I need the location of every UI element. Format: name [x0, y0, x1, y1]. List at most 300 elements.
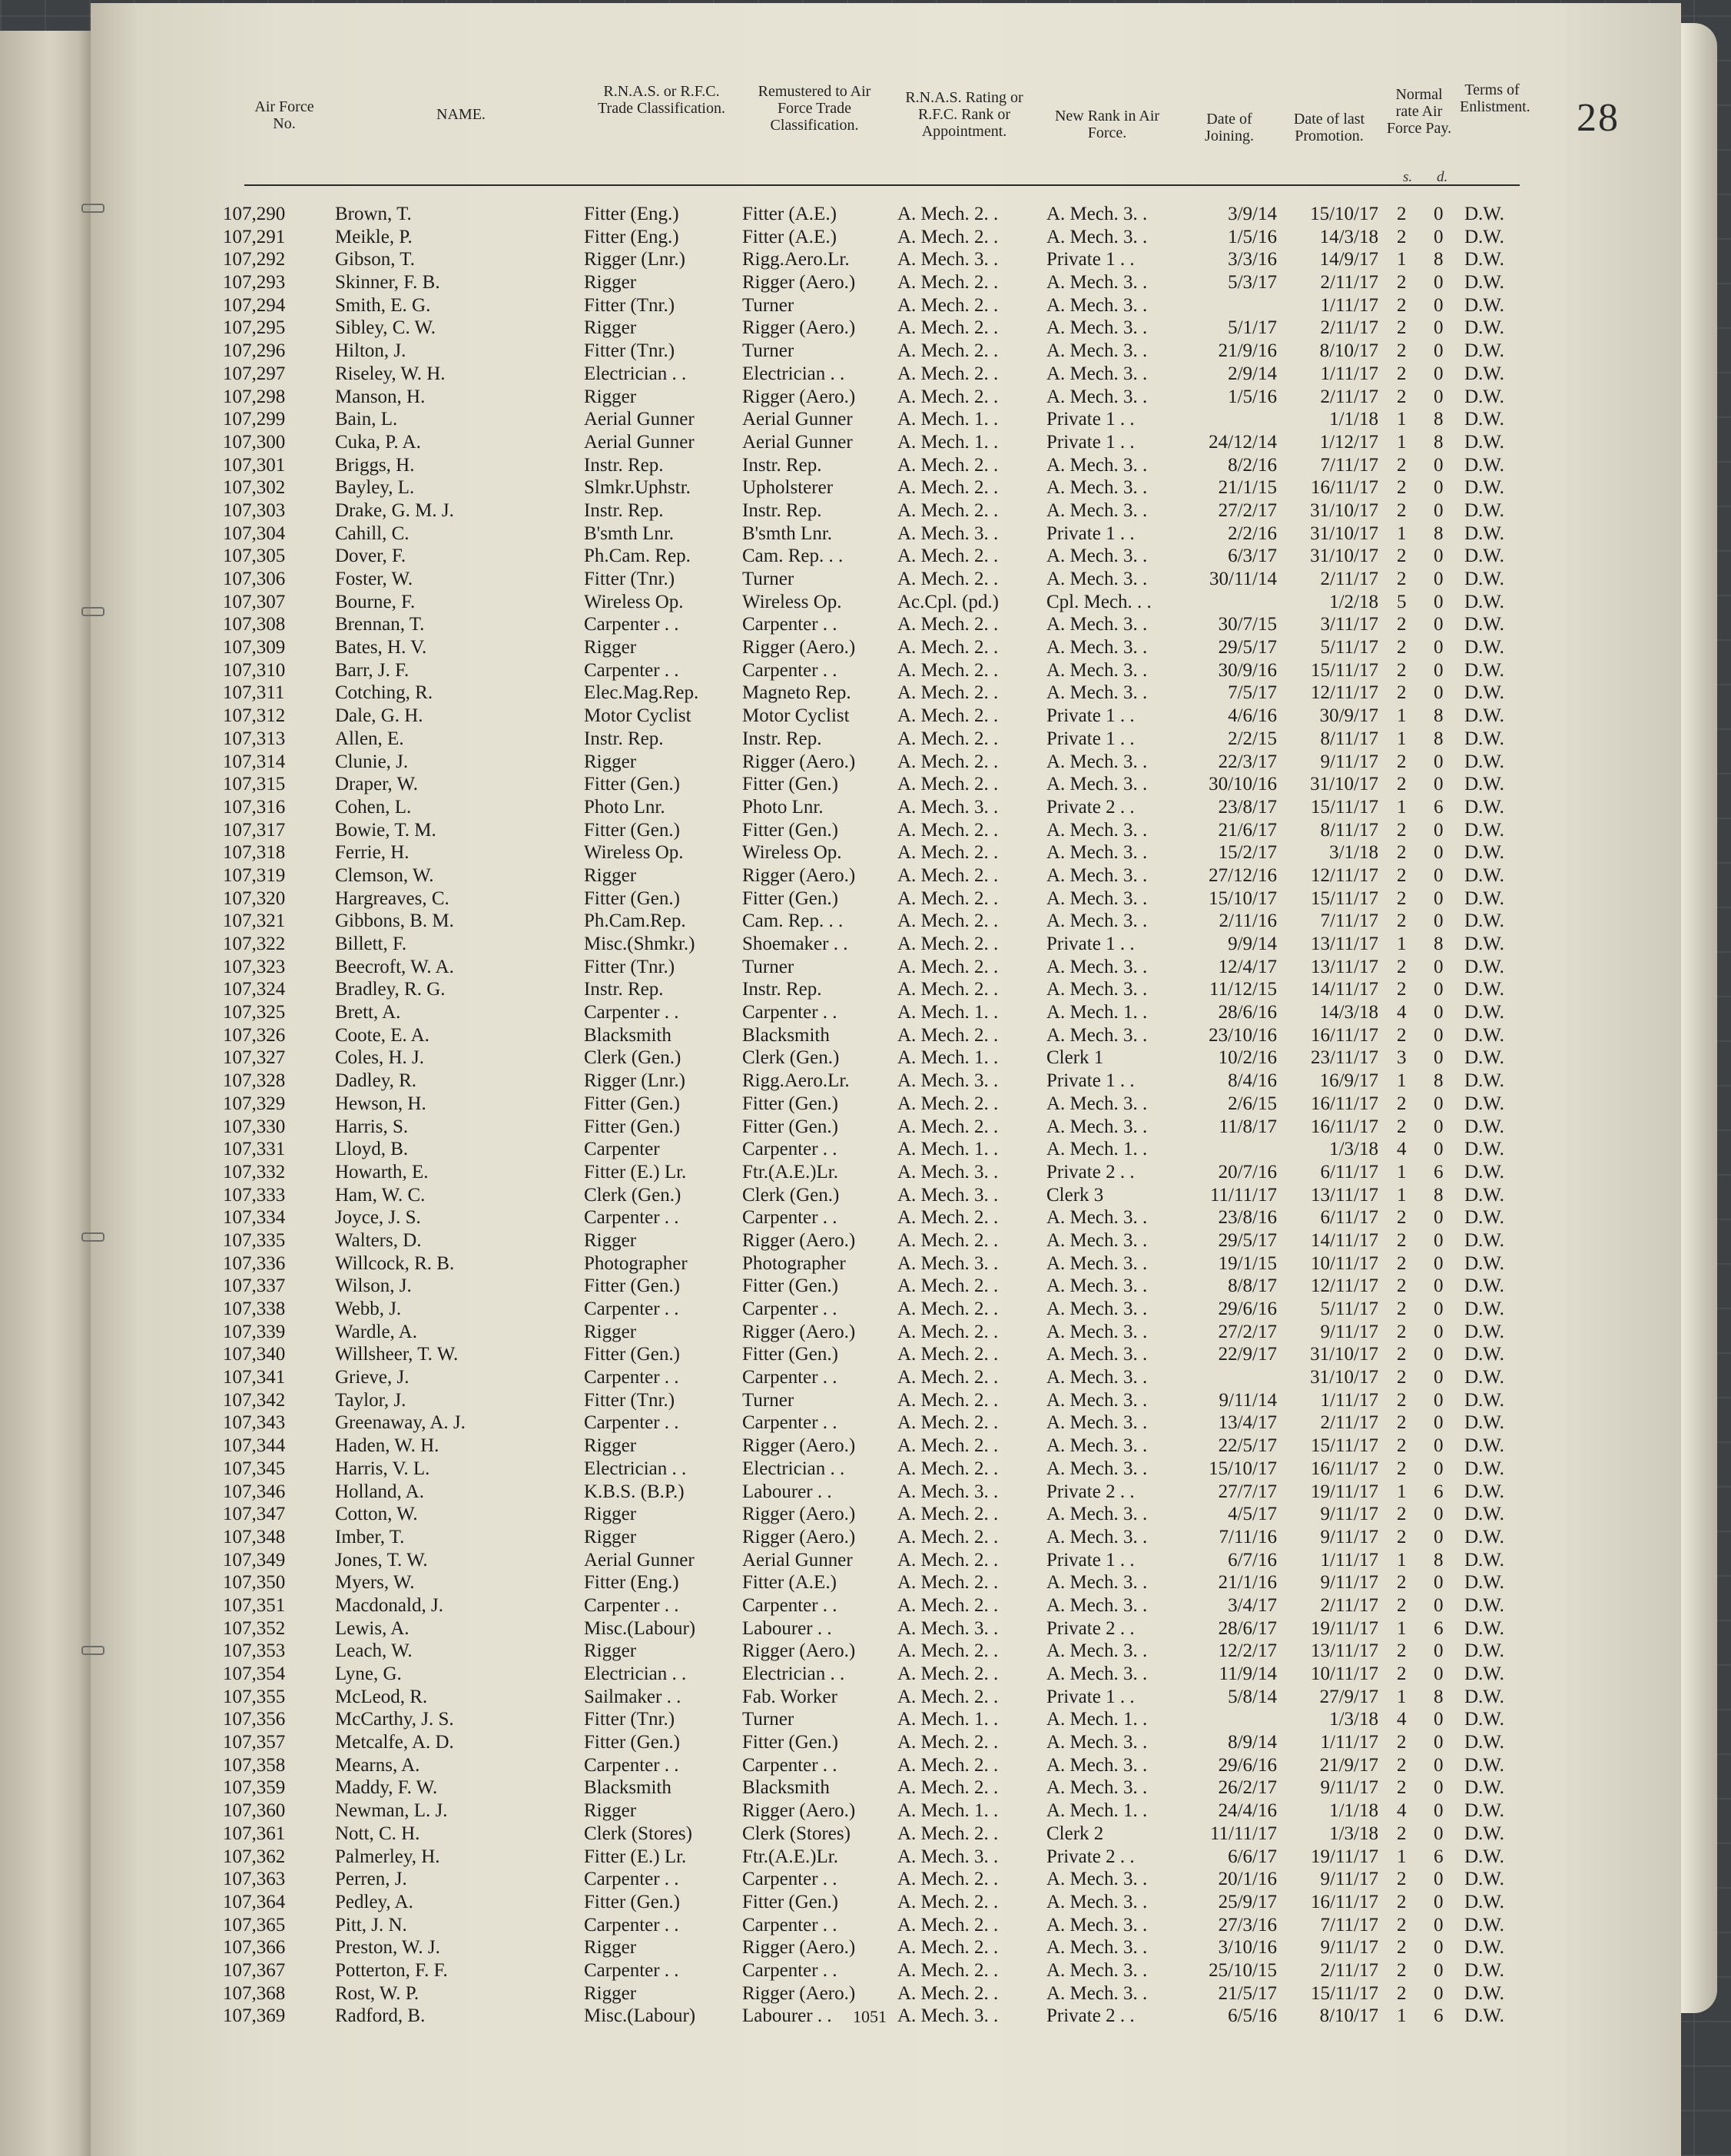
cell-service-number: 107,319	[223, 864, 286, 886]
cell-date-joining: 3/9/14	[1228, 204, 1277, 224]
cell-remustered-trade: Carpenter . .	[742, 1959, 837, 1981]
cell-terms: D.W.	[1464, 614, 1504, 635]
cell-trade-classification: Electrician . .	[584, 1663, 687, 1684]
binding-stitch	[81, 607, 104, 616]
table-row	[223, 751, 1544, 774]
cell-pay-pence: 0	[1434, 979, 1444, 1000]
cell-new-rank: A. Mech. 3. .	[1046, 1229, 1148, 1251]
cell-trade-classification: Aerial Gunner	[584, 1549, 695, 1571]
table-row	[223, 386, 1544, 409]
cell-terms: D.W.	[1464, 1139, 1504, 1160]
cell-rating: A. Mech. 2. .	[897, 546, 999, 567]
cell-service-number: 107,298	[223, 386, 286, 407]
cell-pay-pence: 0	[1434, 1229, 1444, 1251]
cell-rating: A. Mech. 1. .	[897, 1002, 999, 1023]
cell-terms: D.W.	[1464, 910, 1504, 932]
cell-service-number: 107,361	[223, 1823, 286, 1844]
cell-pay-shillings: 4	[1397, 1139, 1407, 1160]
cell-new-rank: A. Mech. 3. .	[1046, 317, 1148, 339]
cell-trade-classification: Rigger	[584, 1800, 637, 1822]
cell-new-rank: A. Mech. 3. .	[1046, 751, 1148, 772]
cell-service-number: 107,318	[223, 842, 286, 864]
cell-pay-pence: 0	[1434, 1412, 1444, 1434]
cell-terms: D.W.	[1464, 1002, 1504, 1023]
cell-date-joining: 5/1/17	[1228, 317, 1277, 339]
table-row	[223, 1823, 1544, 1846]
table-row	[223, 956, 1544, 979]
cell-terms: D.W.	[1464, 1435, 1504, 1457]
cell-new-rank: A. Mech. 1. .	[1046, 1800, 1148, 1822]
cell-trade-classification: Rigger	[584, 1321, 637, 1342]
cell-trade-classification: Rigger	[584, 637, 637, 658]
cell-service-number: 107,348	[223, 1526, 286, 1547]
cell-terms: D.W.	[1464, 1549, 1504, 1571]
cell-remustered-trade: Ftr.(A.E.)Lr.	[742, 1846, 838, 1867]
cell-pay-pence: 0	[1434, 956, 1444, 977]
cell-service-number: 107,307	[223, 591, 286, 612]
cell-new-rank: Private 2 . .	[1046, 1161, 1135, 1182]
cell-pay-shillings: 4	[1397, 1800, 1407, 1822]
cell-date-promotion: 14/3/18	[1319, 1002, 1378, 1023]
cell-date-promotion: 19/11/17	[1311, 1846, 1378, 1867]
cell-service-number: 107,320	[223, 887, 286, 909]
cell-date-promotion: 1/11/17	[1320, 1732, 1378, 1753]
cell-date-joining: 19/1/15	[1218, 1252, 1277, 1274]
cell-trade-classification: Carpenter	[584, 1139, 660, 1160]
cell-service-number: 107,352	[223, 1617, 286, 1639]
cell-remustered-trade: Rigger (Aero.)	[742, 751, 856, 772]
cell-remustered-trade: Carpenter . .	[742, 1869, 837, 1890]
cell-remustered-trade: Aerial Gunner	[742, 431, 853, 453]
table-row	[223, 317, 1544, 340]
cell-rating: A. Mech. 1. .	[897, 1139, 999, 1160]
cell-rating: A. Mech. 3. .	[897, 1481, 999, 1502]
cell-date-promotion: 9/11/17	[1320, 1321, 1378, 1342]
cell-service-number: 107,363	[223, 1869, 286, 1890]
cell-pay-shillings: 2	[1397, 1732, 1407, 1753]
cell-pay-shillings: 2	[1397, 363, 1407, 384]
cell-pay-pence: 0	[1434, 1869, 1444, 1890]
cell-pay-pence: 0	[1434, 1389, 1444, 1411]
cell-pay-pence: 6	[1434, 1481, 1444, 1502]
cell-date-promotion: 1/3/18	[1329, 1823, 1378, 1844]
cell-service-number: 107,327	[223, 1047, 286, 1069]
cell-trade-classification: Rigger	[584, 386, 637, 407]
cell-terms: D.W.	[1464, 409, 1504, 430]
table-row	[223, 1275, 1544, 1298]
cell-pay-pence: 6	[1434, 1617, 1444, 1639]
cell-name: Brown, T.	[335, 204, 412, 224]
cell-name: Lewis, A.	[335, 1617, 410, 1639]
cell-rating: A. Mech. 2. .	[897, 682, 999, 704]
cell-name: Hargreaves, C.	[335, 887, 449, 909]
cell-remustered-trade: Carpenter . .	[742, 1139, 837, 1160]
cell-remustered-trade: Fab. Worker	[742, 1686, 837, 1707]
header-date-promotion: Date of last Promotion.	[1293, 111, 1365, 144]
table-row	[223, 1776, 1544, 1799]
cell-terms: D.W.	[1464, 1299, 1504, 1319]
cell-rating: A. Mech. 2. .	[897, 1321, 999, 1342]
cell-name: Preston, W. J.	[335, 1937, 440, 1959]
cell-pay-pence: 0	[1434, 1914, 1444, 1935]
cell-date-joining: 1/5/16	[1228, 226, 1277, 247]
cell-date-joining: 3/4/17	[1228, 1594, 1277, 1616]
cell-name: Brett, A.	[335, 1002, 401, 1023]
cell-remustered-trade: Rigger (Aero.)	[742, 386, 856, 407]
cell-name: Willcock, R. B.	[335, 1252, 455, 1274]
cell-terms: D.W.	[1464, 1367, 1504, 1388]
cell-date-joining: 2/6/15	[1228, 1093, 1277, 1114]
cell-remustered-trade: Rigger (Aero.)	[742, 272, 856, 294]
cell-rating: A. Mech. 1. .	[897, 1709, 999, 1730]
cell-terms: D.W.	[1464, 1116, 1504, 1137]
cell-pay-shillings: 2	[1397, 1572, 1407, 1594]
cell-terms: D.W.	[1464, 956, 1504, 977]
header-terms: Terms of Enlistment.	[1460, 81, 1530, 115]
cell-trade-classification: Rigger	[584, 1229, 637, 1251]
cell-pay-pence: 0	[1434, 842, 1444, 864]
cell-new-rank: A. Mech. 3. .	[1046, 1526, 1148, 1547]
cell-trade-classification: Carpenter . .	[584, 1914, 679, 1935]
cell-remustered-trade: Clerk (Gen.)	[742, 1184, 840, 1206]
cell-service-number: 107,297	[223, 363, 286, 384]
cell-trade-classification: Rigger	[584, 1435, 637, 1457]
cell-pay-pence: 0	[1434, 272, 1444, 294]
cell-date-joining: 22/5/17	[1218, 1435, 1277, 1457]
cell-date-promotion: 14/9/17	[1319, 249, 1378, 270]
cell-terms: D.W.	[1464, 1481, 1504, 1502]
cell-date-joining: 30/7/15	[1218, 614, 1277, 635]
cell-pay-shillings: 2	[1397, 1891, 1407, 1912]
cell-date-promotion: 7/11/17	[1320, 1914, 1378, 1935]
cell-trade-classification: Fitter (Gen.)	[584, 819, 680, 841]
cell-remustered-trade: Motor Cyclist	[742, 705, 850, 727]
cell-service-number: 107,311	[223, 682, 285, 704]
table-row	[223, 1024, 1544, 1047]
cell-name: Hewson, H.	[335, 1093, 426, 1114]
cell-pay-shillings: 2	[1397, 956, 1407, 977]
cell-date-joining: 29/5/17	[1218, 1229, 1277, 1251]
cell-date-joining: 21/9/16	[1218, 340, 1277, 362]
cell-terms: D.W.	[1464, 363, 1504, 384]
cell-rating: A. Mech. 2. .	[897, 1504, 999, 1525]
cell-pay-shillings: 2	[1397, 1207, 1407, 1229]
cell-name: Bain, L.	[335, 409, 398, 430]
cell-trade-classification: Fitter (Gen.)	[584, 1891, 680, 1912]
table-row	[223, 499, 1544, 522]
cell-terms: D.W.	[1464, 569, 1504, 589]
cell-trade-classification: Ph.Cam. Rep.	[584, 546, 691, 567]
table-row	[223, 796, 1544, 819]
cell-new-rank: A. Mech. 3. .	[1046, 637, 1148, 658]
cell-new-rank: A. Mech. 3. .	[1046, 1869, 1148, 1890]
cell-rating: A. Mech. 2. .	[897, 386, 999, 407]
cell-pay-shillings: 2	[1397, 1229, 1407, 1251]
cell-trade-classification: Rigger	[584, 751, 637, 772]
cell-pay-pence: 0	[1434, 204, 1444, 224]
cell-service-number: 107,304	[223, 522, 286, 544]
cell-date-joining: 2/2/15	[1228, 728, 1277, 749]
cell-trade-classification: Clerk (Stores)	[584, 1823, 692, 1844]
header-air-force-no: Air Force No.	[254, 98, 314, 132]
cell-service-number: 107,357	[223, 1732, 286, 1753]
cell-date-promotion: 1/11/17	[1320, 294, 1378, 316]
cell-date-promotion: 19/11/17	[1311, 1481, 1378, 1502]
cell-pay-pence: 0	[1434, 477, 1444, 499]
cell-pay-pence: 0	[1434, 1367, 1444, 1388]
cell-trade-classification: Aerial Gunner	[584, 431, 695, 453]
cell-rating: A. Mech. 2. .	[897, 272, 999, 294]
cell-service-number: 107,334	[223, 1207, 286, 1229]
cell-pay-shillings: 2	[1397, 204, 1407, 224]
cell-trade-classification: Motor Cyclist	[584, 705, 691, 727]
table-row	[223, 1321, 1544, 1344]
cell-remustered-trade: Rigger (Aero.)	[742, 1937, 856, 1959]
cell-pay-shillings: 2	[1397, 1640, 1407, 1662]
cell-rating: A. Mech. 3. .	[897, 522, 999, 544]
cell-new-rank: Cpl. Mech. . .	[1046, 591, 1152, 612]
cell-pay-shillings: 2	[1397, 1982, 1407, 2004]
table-row	[223, 1229, 1544, 1252]
cell-terms: D.W.	[1464, 796, 1504, 818]
cell-rating: A. Mech. 2. .	[897, 979, 999, 1000]
table-row	[223, 226, 1544, 249]
cell-trade-classification: Photographer	[584, 1252, 688, 1274]
cell-name: Gibson, T.	[335, 249, 415, 270]
cell-date-promotion: 31/10/17	[1310, 499, 1378, 521]
cell-service-number: 107,335	[223, 1229, 286, 1251]
cell-remustered-trade: Labourer . .	[742, 2005, 832, 2027]
cell-terms: D.W.	[1464, 819, 1504, 841]
cell-pay-pence: 0	[1434, 591, 1444, 612]
cell-terms: D.W.	[1464, 226, 1504, 247]
cell-new-rank: A. Mech. 3. .	[1046, 1594, 1148, 1616]
cell-rating: A. Mech. 3. .	[897, 1161, 999, 1182]
cell-rating: A. Mech. 2. .	[897, 1024, 999, 1046]
cell-name: Lyne, G.	[335, 1663, 402, 1684]
cell-trade-classification: Misc.(Labour)	[584, 1617, 696, 1639]
cell-date-promotion: 30/9/17	[1319, 705, 1378, 727]
cell-pay-shillings: 2	[1397, 682, 1407, 704]
cell-name: Billett, F.	[335, 934, 407, 954]
cell-rating: A. Mech. 2. .	[897, 1344, 999, 1365]
cell-pay-pence: 0	[1434, 1252, 1444, 1274]
cell-pay-shillings: 2	[1397, 1024, 1407, 1046]
cell-date-joining: 21/1/15	[1218, 477, 1277, 499]
cell-pay-shillings: 2	[1397, 910, 1407, 932]
cell-new-rank: Private 1 . .	[1046, 1549, 1135, 1571]
cell-date-joining: 11/11/17	[1209, 1184, 1277, 1206]
cell-pay-pence: 0	[1434, 1982, 1444, 2004]
cell-service-number: 107,292	[223, 249, 286, 270]
cell-terms: D.W.	[1464, 272, 1504, 294]
cell-remustered-trade: Carpenter . .	[742, 1367, 837, 1388]
cell-service-number: 107,316	[223, 796, 286, 818]
cell-service-number: 107,329	[223, 1093, 286, 1114]
binding-stitch	[81, 204, 104, 213]
cell-service-number: 107,354	[223, 1663, 286, 1684]
cell-rating: A. Mech. 2. .	[897, 774, 999, 795]
cell-pay-shillings: 1	[1397, 796, 1407, 818]
cell-date-promotion: 12/11/17	[1311, 864, 1378, 886]
cell-name: Barr, J. F.	[335, 659, 410, 681]
cell-terms: D.W.	[1464, 1846, 1504, 1867]
table-row	[223, 1846, 1544, 1869]
cell-date-joining: 22/9/17	[1218, 1344, 1277, 1365]
cell-pay-pence: 6	[1434, 1846, 1444, 1867]
cell-trade-classification: Electrician . .	[584, 1458, 687, 1479]
cell-new-rank: Private 2 . .	[1046, 1617, 1135, 1639]
cell-terms: D.W.	[1464, 1184, 1504, 1206]
cell-rating: A. Mech. 2. .	[897, 1754, 999, 1776]
cell-remustered-trade: Aerial Gunner	[742, 1549, 853, 1571]
cell-pay-shillings: 2	[1397, 751, 1407, 772]
cell-date-promotion: 13/11/17	[1311, 956, 1378, 977]
cell-terms: D.W.	[1464, 1344, 1504, 1365]
cell-date-joining: 25/10/15	[1209, 1959, 1277, 1981]
cell-trade-classification: Misc.(Shmkr.)	[584, 934, 695, 954]
table-row	[223, 1252, 1544, 1275]
cell-pay-pence: 0	[1434, 774, 1444, 795]
cell-trade-classification: Carpenter . .	[584, 1002, 679, 1023]
cell-service-number: 107,368	[223, 1982, 286, 2004]
cell-pay-shillings: 3	[1397, 1047, 1407, 1069]
cell-trade-classification: Instr. Rep.	[584, 979, 664, 1000]
cell-pay-pence: 0	[1434, 363, 1444, 384]
cell-service-number: 107,291	[223, 226, 286, 247]
cell-date-joining: 30/11/14	[1209, 569, 1277, 589]
cell-date-promotion: 13/11/17	[1311, 1184, 1378, 1206]
cell-remustered-trade: Turner	[742, 1389, 794, 1411]
cell-remustered-trade: Fitter (A.E.)	[742, 204, 837, 224]
cell-trade-classification: Fitter (Tnr.)	[584, 569, 675, 589]
cell-rating: A. Mech. 1. .	[897, 409, 999, 430]
cell-rating: A. Mech. 2. .	[897, 340, 999, 362]
cell-trade-classification: Carpenter . .	[584, 614, 679, 635]
cell-pay-pence: 0	[1434, 386, 1444, 407]
table-row	[223, 682, 1544, 705]
cell-pay-shillings: 1	[1397, 1549, 1407, 1571]
cell-terms: D.W.	[1464, 1458, 1504, 1479]
cell-remustered-trade: Clerk (Gen.)	[742, 1047, 840, 1069]
cell-date-promotion: 16/11/17	[1311, 1093, 1378, 1114]
cell-new-rank: A. Mech. 3. .	[1046, 363, 1148, 384]
cell-remustered-trade: Rigger (Aero.)	[742, 637, 856, 658]
cell-date-promotion: 14/11/17	[1311, 979, 1378, 1000]
cell-pay-shillings: 1	[1397, 1184, 1407, 1206]
cell-trade-classification: Rigger (Lnr.)	[584, 1070, 685, 1092]
cell-trade-classification: Carpenter . .	[584, 1754, 679, 1776]
cell-rating: A. Mech. 2. .	[897, 1823, 999, 1844]
cell-service-number: 107,296	[223, 340, 286, 362]
cell-terms: D.W.	[1464, 934, 1504, 954]
cell-terms: D.W.	[1464, 204, 1504, 224]
cell-date-joining: 6/7/16	[1228, 1549, 1277, 1571]
cell-service-number: 107,314	[223, 751, 286, 772]
table-row	[223, 1070, 1544, 1093]
cell-new-rank: A. Mech. 3. .	[1046, 864, 1148, 886]
table-row	[223, 408, 1544, 431]
cell-pay-pence: 0	[1434, 1047, 1444, 1069]
cell-date-joining: 29/6/16	[1218, 1754, 1277, 1776]
cell-remustered-trade: Fitter (Gen.)	[742, 1275, 838, 1297]
cell-trade-classification: Wireless Op.	[584, 591, 684, 612]
cell-name: Potterton, F. F.	[335, 1959, 448, 1981]
cell-date-promotion: 16/11/17	[1311, 477, 1378, 499]
cell-terms: D.W.	[1464, 340, 1504, 362]
table-row	[223, 1481, 1544, 1504]
cell-pay-shillings: 2	[1397, 979, 1407, 1000]
cell-name: Dale, G. H.	[335, 705, 423, 727]
cell-rating: A. Mech. 2. .	[897, 1526, 999, 1547]
cell-rating: A. Mech. 2. .	[897, 910, 999, 932]
cell-rating: A. Mech. 2. .	[897, 317, 999, 339]
cell-service-number: 107,330	[223, 1116, 286, 1137]
cell-terms: D.W.	[1464, 1207, 1504, 1229]
cell-remustered-trade: Turner	[742, 956, 794, 977]
cell-service-number: 107,294	[223, 294, 286, 316]
cell-new-rank: A. Mech. 3. .	[1046, 1389, 1148, 1411]
cell-date-joining: 21/5/17	[1218, 1982, 1277, 2004]
ledger-rows	[223, 203, 1544, 2028]
cell-date-promotion: 14/11/17	[1311, 1229, 1378, 1251]
cell-pay-pence: 0	[1434, 1526, 1444, 1547]
cell-trade-classification: Carpenter . .	[584, 659, 679, 681]
cell-new-rank: Private 1 . .	[1046, 1686, 1135, 1707]
cell-pay-shillings: 2	[1397, 477, 1407, 499]
header-pay-pence: d.	[1437, 169, 1448, 185]
cell-new-rank: Private 1 . .	[1046, 249, 1135, 270]
table-row	[223, 476, 1544, 499]
cell-new-rank: A. Mech. 3. .	[1046, 1275, 1148, 1297]
cell-pay-shillings: 2	[1397, 864, 1407, 886]
cell-trade-classification: Rigger	[584, 864, 637, 886]
cell-pay-pence: 0	[1434, 614, 1444, 635]
cell-terms: D.W.	[1464, 659, 1504, 681]
cell-terms: D.W.	[1464, 1777, 1504, 1799]
cell-name: Wardle, A.	[335, 1321, 417, 1342]
cell-date-promotion: 6/11/17	[1320, 1161, 1378, 1182]
header-rating: R.N.A.S. Rating or R.F.C. Rank or Appointment.	[905, 89, 1023, 140]
cell-date-promotion: 15/11/17	[1311, 1982, 1378, 2004]
cell-remustered-trade: Carpenter . .	[742, 614, 837, 635]
cell-date-promotion: 2/11/17	[1320, 317, 1378, 339]
cell-pay-pence: 0	[1434, 1321, 1444, 1342]
cell-name: Briggs, H.	[335, 454, 415, 476]
cell-date-promotion: 15/11/17	[1311, 659, 1378, 681]
cell-terms: D.W.	[1464, 1594, 1504, 1616]
cell-trade-classification: Fitter (Eng.)	[584, 226, 679, 247]
cell-date-promotion: 16/11/17	[1311, 1458, 1378, 1479]
cell-name: Harris, S.	[335, 1116, 409, 1137]
cell-trade-classification: Fitter (Tnr.)	[584, 956, 675, 977]
cell-date-promotion: 9/11/17	[1320, 1572, 1378, 1594]
cell-pay-shillings: 2	[1397, 1823, 1407, 1844]
cell-pay-shillings: 2	[1397, 454, 1407, 476]
cell-date-promotion: 27/9/17	[1319, 1686, 1378, 1707]
cell-service-number: 107,365	[223, 1914, 286, 1935]
cell-remustered-trade: Fitter (Gen.)	[742, 1116, 838, 1137]
cell-date-joining: 27/2/17	[1218, 1321, 1277, 1342]
cell-terms: D.W.	[1464, 1982, 1504, 2004]
cell-pay-shillings: 1	[1397, 1070, 1407, 1092]
cell-name: Radford, B.	[335, 2005, 426, 2027]
cell-rating: A. Mech. 2. .	[897, 1458, 999, 1479]
table-row	[223, 1663, 1544, 1686]
cell-date-joining: 27/3/16	[1218, 1914, 1277, 1935]
cell-pay-shillings: 2	[1397, 499, 1407, 521]
cell-date-joining: 8/8/17	[1228, 1275, 1277, 1297]
